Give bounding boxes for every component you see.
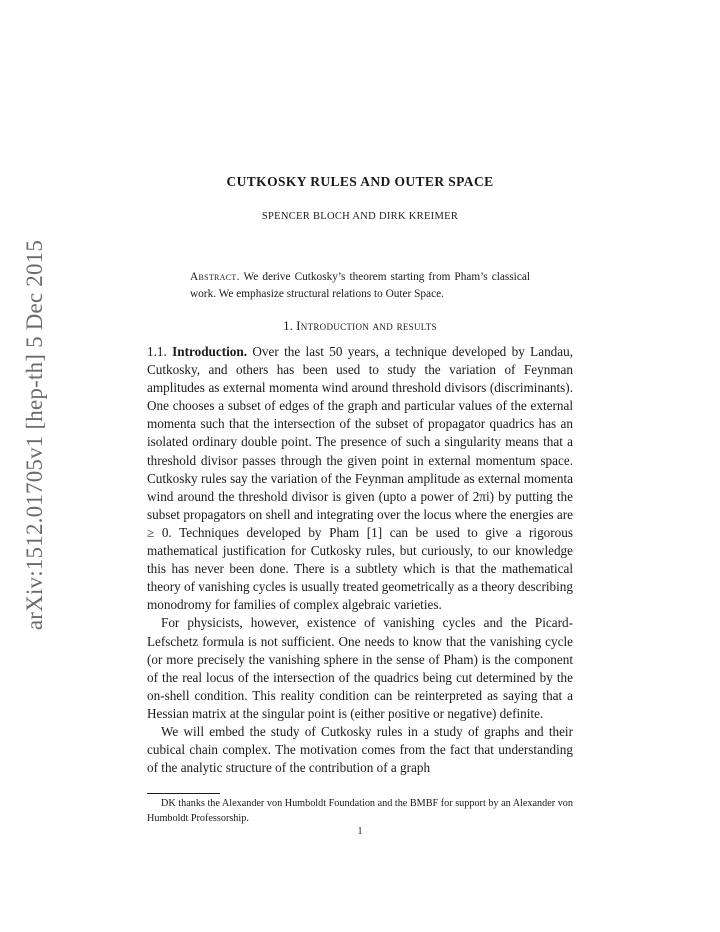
section-heading [0, 318, 720, 334]
page-number: 1 [357, 826, 363, 837]
subsection-title: Introduction. [172, 344, 248, 359]
paragraph-3: We will embed the study of Cutkosky rules in a study of graphs and their cubical chain complex. The motivation comes from the fact that understanding of the analytic structure of the contribution of a graph [147, 723, 573, 776]
section-number: 1. [283, 318, 293, 333]
footnote: DK thanks the Alexander von Humboldt Foundation and the BMBF for support by an Alexander von Humboldt Professorship. [147, 798, 573, 824]
arxiv-identifier: arXiv:1512.01705v1 [hep-th] 5 Dec 2015 [22, 239, 47, 631]
arxiv-sidebar [22, 225, 48, 645]
abstract [190, 269, 530, 303]
body-text [147, 343, 573, 777]
abstract-text: We derive Cutkosky’s theorem starting from Pham’s classical work. We emphasize structural relations to Outer Space. [190, 271, 530, 300]
paper-authors: SPENCER BLOCH AND DIRK KREIMER [261, 211, 459, 222]
paper-title: CUTKOSKY RULES AND OUTER SPACE [226, 174, 494, 189]
paragraph-2: For physicists, however, existence of vanishing cycles and the Picard-Lefschetz formula is not sufficient. One needs to know that the vanishing cycle (or more precisely the vanishing sphere in the sense of Pham) is the component of the real locus of the intersection of the quadrics being cut determined by the on-shell condition. This reality condition can be reinterpreted as saying that a Hessian matrix at the singular point is (either positive or negative) definite. [147, 615, 573, 721]
paragraph-1 [147, 343, 573, 614]
footnote-divider [147, 793, 220, 794]
subsection-number: 1.1. [147, 344, 167, 359]
abstract-heading: Abstract. [190, 271, 240, 283]
section-title: Introduction and results [296, 318, 437, 333]
paragraph-1-text: Over the last 50 years, a technique developed by Landau, Cutkosky, and others has been used to study the variation of Feynman amplitudes as external momenta wind around threshold divisors (discriminants). One chooses a subset of edges of the graph and particular values of the external momenta such that the intersection of the subset of propagator quadrics has an isolated ordinary double point. The presence of such a singularity means that a threshold divisor passes through the given point in external momentum space. Cutkosky rules say the variation of the Feynman amplitude as external momenta wind around the threshold divisor is given (upto a power of 2πi) by putting the subset propagators on shell and integrating over the locus where the energies are ≥ 0. Techniques developed by Pham [1] can be used to give a rigorous mathematical justification for Cutkosky rules, but curiously, to our knowledge this has never been done. There is a subtlety which is that the mathematical theory of vanishing cycles is usually treated geometrically as a theory describing monodromy for families of complex algebraic varieties. [147, 344, 574, 613]
